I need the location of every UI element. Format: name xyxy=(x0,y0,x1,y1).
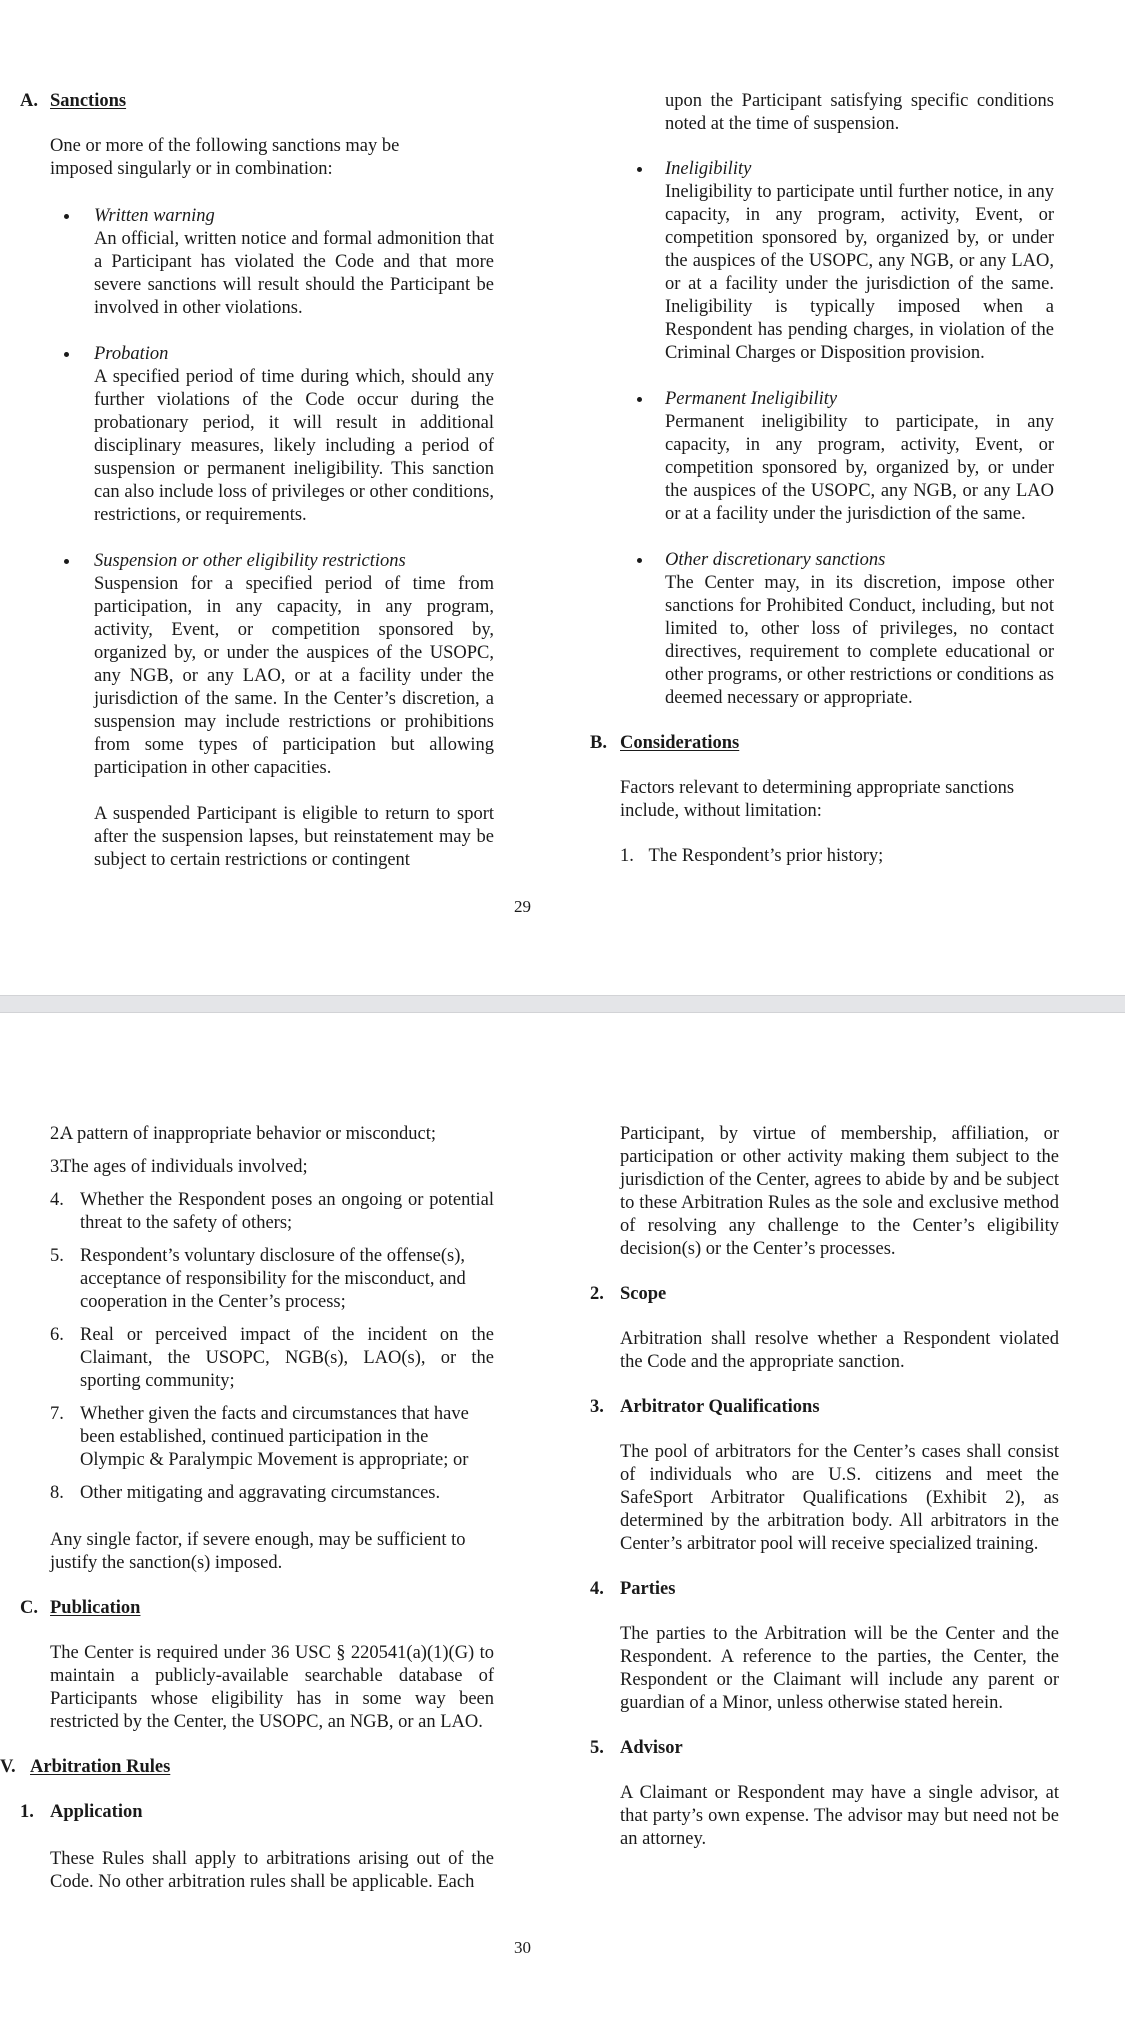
item-text: The Respondent’s prior history; xyxy=(648,846,884,866)
bullet-icon xyxy=(637,167,642,172)
bullet-body: The Center may, in its discretion, impose other sanctions for Prohibited Conduct, including, but not limited to, other loss of privileges, no contact directives, requirement to complete educational or other programs, or other restrictions or conditions as deemed necessary or appropriate. xyxy=(665,573,1054,708)
bullet-icon xyxy=(637,397,642,402)
section-heading-arbitration-rules xyxy=(0,1756,500,1779)
parties-body: The parties to the Arbitration will be the Center and the Respondent. A reference to the parties, the Center, the Respondent or the Claimant will include any parent or guardian of a Minor, unless otherwise stated herein. xyxy=(620,1624,1059,1713)
bullet-body: A specified period of time during which, should any further violations of the Code occur during the probationary period, it will result in additional disciplinary measures, likely including a period of suspension or permanent ineligibility. This sanction can also include loss of privileges or other conditions, restrictions, or requirements. xyxy=(94,367,494,525)
considerations-list xyxy=(0,1123,500,1505)
bullet-title: Probation xyxy=(94,344,169,364)
heading-number: 4. xyxy=(590,1579,604,1599)
suspension-continuation: upon the Participant satisfying specific conditions noted at the time of suspension. xyxy=(665,91,1054,134)
sanction-bullet-other-discretionary xyxy=(590,549,1060,710)
heading-number: 2. xyxy=(590,1284,604,1304)
bullet-body: Permanent ineligibility to participate, in any capacity, in any program, activity, Event, or competition sponsored by, organized by, or under the auspices of the USOPC, any NGB, or any LAO or at a facility under the jurisdiction of the same. xyxy=(665,412,1054,524)
section-heading-application xyxy=(0,1801,500,1824)
heading-number: 1. xyxy=(20,1802,34,1822)
heading-letter: V. xyxy=(0,1757,16,1777)
heading-title: Arbitration Rules xyxy=(30,1757,171,1777)
item-text: The ages of individuals involved; xyxy=(60,1157,308,1177)
bullet-icon xyxy=(64,559,69,564)
bullet-icon xyxy=(64,352,69,357)
sanction-bullet-written-warning xyxy=(20,205,500,320)
sanctions-intro: One or more of the following sanctions may be imposed singularly or in combination: xyxy=(50,136,400,179)
publication-body: The Center is required under 36 USC § 220541(a)(1)(G) to maintain a publicly-available searchable database of Participants whose eligibility has in some way been restricted by the Center, the USOPC, an NGB, or an LAO. xyxy=(50,1643,494,1732)
heading-letter: B. xyxy=(590,733,607,753)
item-number: 5. xyxy=(50,1246,64,1266)
section-heading-parties xyxy=(590,1578,1065,1601)
section-heading-scope xyxy=(590,1283,1065,1306)
item-text: Whether the Respondent poses an ongoing or potential threat to the safety of others; xyxy=(80,1190,494,1233)
sanction-bullet-ineligibility xyxy=(590,158,1060,365)
application-body: These Rules shall apply to arbitrations arising out of the Code. No other arbitration rules shall be applicable. Each xyxy=(50,1849,494,1892)
bullet-title: Permanent Ineligibility xyxy=(665,389,838,409)
arbitrator-qualifications-body: The pool of arbitrators for the Center’s cases shall consist of individuals who are U.S. citizens and meet the SafeSport Arbitrator Qualifications (Exhibit 2), as determined by the arbitration body. All arbitrators in the Center’s arbitrator pool will receive specialized training. xyxy=(620,1442,1059,1554)
considerations-intro: Factors relevant to determining appropriate sanctions include, without limitation: xyxy=(620,778,1015,821)
bullet-body: An official, written notice and formal admonition that a Participant has violated the Code and that more severe sanctions will result should the Participant be involved in other violations. xyxy=(94,229,494,318)
page-number: 29 xyxy=(514,897,531,916)
item-number: 6. xyxy=(50,1325,64,1345)
item-text: Respondent’s voluntary disclosure of the offense(s), acceptance of responsibility for the misconduct, and cooperation in the Center’s process; xyxy=(80,1246,466,1312)
bullet-title: Suspension or other eligibility restrictions xyxy=(94,551,406,571)
page29-right-column xyxy=(590,90,1060,868)
bullet-title: Ineligibility xyxy=(665,159,752,179)
heading-title: Publication xyxy=(50,1598,141,1618)
bullet-body: Ineligibility to participate until further notice, in any capacity, in any program, activity, Event, or competition sponsored by, organized by, or under the auspices of the USOPC, any NGB, or any LAO, or at a facility under the jurisdiction of the same. Ineligibility is typically imposed when a Respondent has pending charges, in violation of the Criminal Charges or Disposition provision. xyxy=(665,182,1054,363)
consideration-item xyxy=(0,1245,500,1314)
heading-title: Arbitrator Qualifications xyxy=(620,1397,820,1417)
sanction-bullet-permanent-ineligibility xyxy=(590,388,1060,526)
heading-title: Advisor xyxy=(620,1738,683,1758)
page30-right-column xyxy=(590,1123,1065,1851)
consideration-item xyxy=(0,1123,500,1146)
section-heading-advisor xyxy=(590,1737,1065,1760)
consideration-item xyxy=(0,1189,500,1235)
item-number: 7. xyxy=(50,1404,64,1424)
heading-title: Parties xyxy=(620,1579,676,1599)
section-heading-sanctions xyxy=(20,90,500,113)
item-number: 4. xyxy=(50,1190,64,1210)
document-page-29 xyxy=(0,0,1125,995)
item-number: 3. xyxy=(50,1157,64,1177)
bullet-icon xyxy=(64,214,69,219)
suspension-paragraph: A suspended Participant is eligible to return to sport after the suspension lapses, but reinstatement may be subject to certain restrictions or contingent xyxy=(94,804,494,870)
page-number: 30 xyxy=(514,1938,531,1957)
item-number: 2. xyxy=(50,1124,64,1144)
consideration-item xyxy=(0,1324,500,1393)
sanction-bullet-suspension xyxy=(20,550,500,872)
consideration-item xyxy=(0,1403,500,1472)
heading-letter: C. xyxy=(20,1598,38,1618)
item-text: A pattern of inappropriate behavior or misconduct; xyxy=(60,1124,437,1144)
advisor-body: A Claimant or Respondent may have a single advisor, at that party’s own expense. The advisor may but need not be an attorney. xyxy=(620,1783,1059,1849)
consideration-item-1 xyxy=(590,845,1060,868)
bullet-body: Suspension for a specified period of time from participation, in any capacity, in any program, activity, Event, or competition sponsored by, organized by, or under the auspices of the USOPC, any NGB, or any LAO, or at a facility under the jurisdiction of the same. In the Center’s discretion, a suspension may include restrictions or prohibitions from some types of participation but allowing participation in other capacities. xyxy=(94,574,494,778)
sanction-bullet-probation xyxy=(20,343,500,527)
bullet-icon xyxy=(637,558,642,563)
item-text: Other mitigating and aggravating circumstances. xyxy=(80,1483,441,1503)
page30-left-column xyxy=(0,1123,500,1894)
section-heading-publication xyxy=(0,1597,500,1620)
application-continuation: Participant, by virtue of membership, affiliation, or participation or other activity making them subject to the jurisdiction of the Center, agrees to abide by and be subject to these Arbitration Rules as the sole and exclusive method of resolving any challenge to the Center’s eligibility decision(s) or the Center’s processes. xyxy=(620,1124,1059,1259)
single-factor-paragraph: Any single factor, if severe enough, may be sufficient to justify the sanction(s) imposed. xyxy=(50,1530,466,1573)
page29-left-column xyxy=(20,90,500,872)
consideration-item xyxy=(0,1482,500,1505)
bullet-title: Other discretionary sanctions xyxy=(665,550,886,570)
page-separator xyxy=(0,995,1125,1013)
section-heading-arbitrator-qualifications xyxy=(590,1396,1065,1419)
bullet-title: Written warning xyxy=(94,206,215,226)
heading-number: 3. xyxy=(590,1397,604,1417)
heading-title: Sanctions xyxy=(50,91,127,111)
consideration-item xyxy=(0,1156,500,1179)
item-number: 8. xyxy=(50,1483,64,1503)
heading-letter: A. xyxy=(20,91,38,111)
item-text: Whether given the facts and circumstances that have been established, continued participation in the Olympic & Paralympic Movement is appropriate; or xyxy=(80,1404,469,1470)
heading-title: Considerations xyxy=(620,733,740,753)
heading-number: 5. xyxy=(590,1738,604,1758)
heading-title: Application xyxy=(50,1802,143,1822)
item-text: Real or perceived impact of the incident on the Claimant, the USOPC, NGB(s), LAO(s), or the sporting community; xyxy=(80,1325,494,1391)
heading-title: Scope xyxy=(620,1284,667,1304)
item-number: 1. xyxy=(620,846,634,866)
section-heading-considerations xyxy=(590,732,1060,755)
document-page-30 xyxy=(0,1013,1125,2026)
scope-body: Arbitration shall resolve whether a Respondent violated the Code and the appropriate sanction. xyxy=(620,1329,1059,1372)
